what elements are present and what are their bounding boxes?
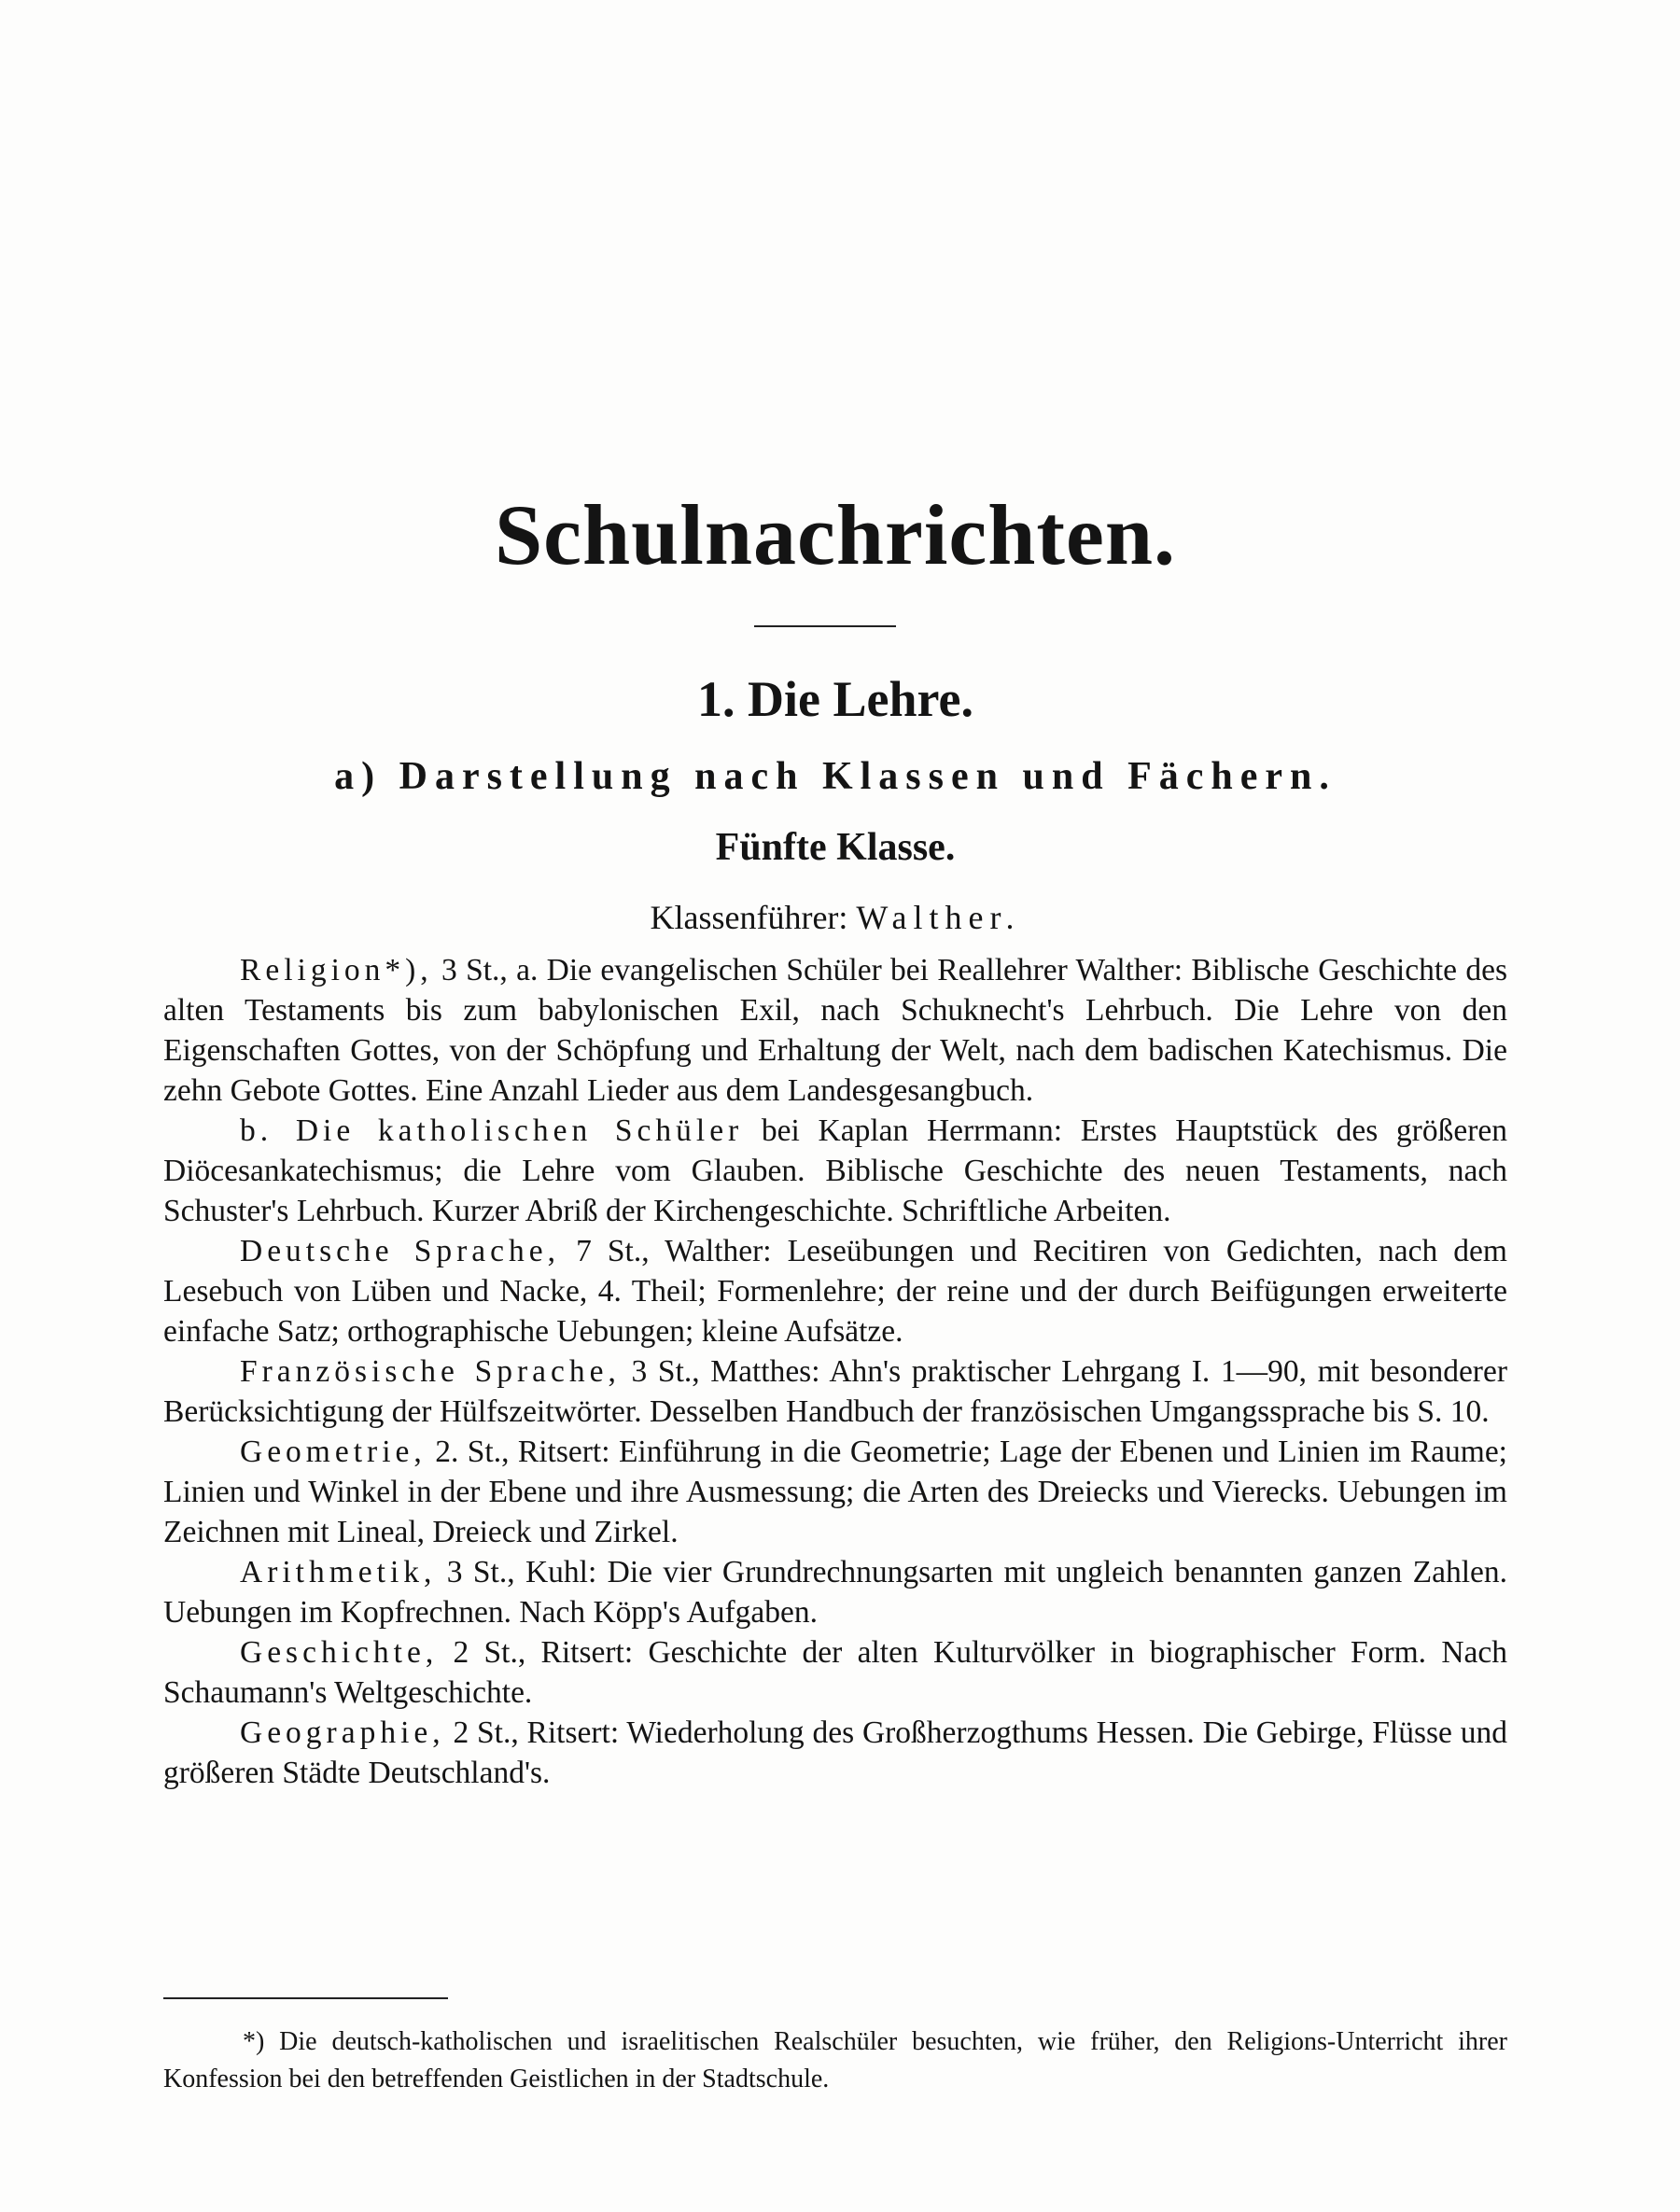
paragraph-text: 7 St., Walther: Leseübungen und Recitiren von Gedichten, nach dem Lesebuch von Lüben und Nacke, 4. Theil; Formenlehre; der reine und der durch Beifügungen erweiterte einfache Satz; orthographische Uebungen; kleine Aufsätze. xyxy=(163,1234,1507,1349)
paragraph-text: 2. St., Ritsert: Einführung in die Geometrie; Lage der Ebenen und Linien im Raume; Linien und Winkel in der Ebene und ihre Ausmessung; die Arten des Dreiecks und Vierecks. Uebungen im Zeichnen mit Lineal, Dreieck und Zirkel. xyxy=(163,1435,1507,1549)
paragraph-religion xyxy=(163,950,1507,1111)
subject-label: b. Die katholischen Schüler xyxy=(240,1113,744,1148)
subject-label: Französische Sprache, xyxy=(240,1354,621,1389)
footnote: *) Die deutsch-katholischen und israelitischen Realschüler besuchten, wie früher, den Religions-Unterricht ihrer Konfession bei den betreffenden Geistlichen in der Stadtschule. xyxy=(163,2027,1507,2093)
subsection-heading: a) Darstellung nach Klassen und Fächern. xyxy=(334,755,1337,798)
subject-label: Geschichte, xyxy=(240,1635,439,1670)
paragraph-text: 3 St., Kuhl: Die vier Grundrechnungsarten mit ungleich benannten ganzen Zahlen. Uebungen im Kopfrechnen. Nach Köpp's Aufgaben. xyxy=(163,1555,1507,1630)
footnote-divider xyxy=(163,1997,448,1999)
paragraph-arithmetik xyxy=(163,1552,1507,1632)
paragraph-religion-catholic xyxy=(163,1111,1507,1231)
document-page xyxy=(163,0,1507,2212)
paragraph-deutsch xyxy=(163,1231,1507,1351)
class-teacher-label: Klassenführer: xyxy=(650,899,848,936)
page-title: Schulnachrichten. xyxy=(494,487,1177,582)
subject-label: Geographie, xyxy=(240,1715,445,1750)
subject-label: Geometrie, xyxy=(240,1435,427,1469)
class-teacher-name: Walther. xyxy=(856,899,1021,936)
class-heading: Fünfte Klasse. xyxy=(715,826,956,869)
class-teacher-line xyxy=(163,898,1507,937)
paragraph-text: 2 St., Ritsert: Geschichte der alten Kulturvölker in biographischer Form. Nach Schaumann's Weltgeschichte. xyxy=(163,1635,1507,1710)
title-divider xyxy=(754,625,896,627)
paragraph-franzoesisch xyxy=(163,1351,1507,1432)
subject-list xyxy=(163,950,1507,1793)
paragraph-geographie xyxy=(163,1713,1507,1793)
paragraph-geschichte xyxy=(163,1632,1507,1713)
paragraph-text: bei Kaplan Herrmann: Erstes Hauptstück des größeren Diöcesankatechismus; die Lehre vom Glauben. Biblische Geschichte des neuen Testaments, nach Schuster's Lehrbuch. Kurzer Abriß der Kirchengeschichte. Schriftliche Arbeiten. xyxy=(163,1113,1507,1228)
paragraph-geometrie xyxy=(163,1432,1507,1552)
subject-label: Arithmetik, xyxy=(240,1555,437,1589)
subject-label: Religion*), xyxy=(240,953,433,987)
paragraph-text: 3 St., a. Die evangelischen Schüler bei Reallehrer Walther: Biblische Geschichte des alten Testaments bis zum babylonischen Exil, nach Schuknecht's Lehrbuch. Die Lehre von den Eigenschaften Gottes, von der Schöpfung und Erhaltung der Welt, nach dem badischen Katechismus. Die zehn Gebote Gottes. Eine Anzahl Lieder aus dem Landesgesangbuch. xyxy=(163,953,1507,1108)
paragraph-text: 2 St., Ritsert: Wiederholung des Großherzogthums Hessen. Die Gebirge, Flüsse und größeren Städte Deutschland's. xyxy=(163,1715,1507,1790)
section-heading: 1. Die Lehre. xyxy=(697,671,973,727)
subject-label: Deutsche Sprache, xyxy=(240,1234,560,1268)
paragraph-text: 3 St., Matthes: Ahn's praktischer Lehrgang I. 1—90, mit besonderer Berücksichtigung der Hülfszeitwörter. Desselben Handbuch der französischen Umgangssprache bis S. 10. xyxy=(163,1354,1507,1429)
